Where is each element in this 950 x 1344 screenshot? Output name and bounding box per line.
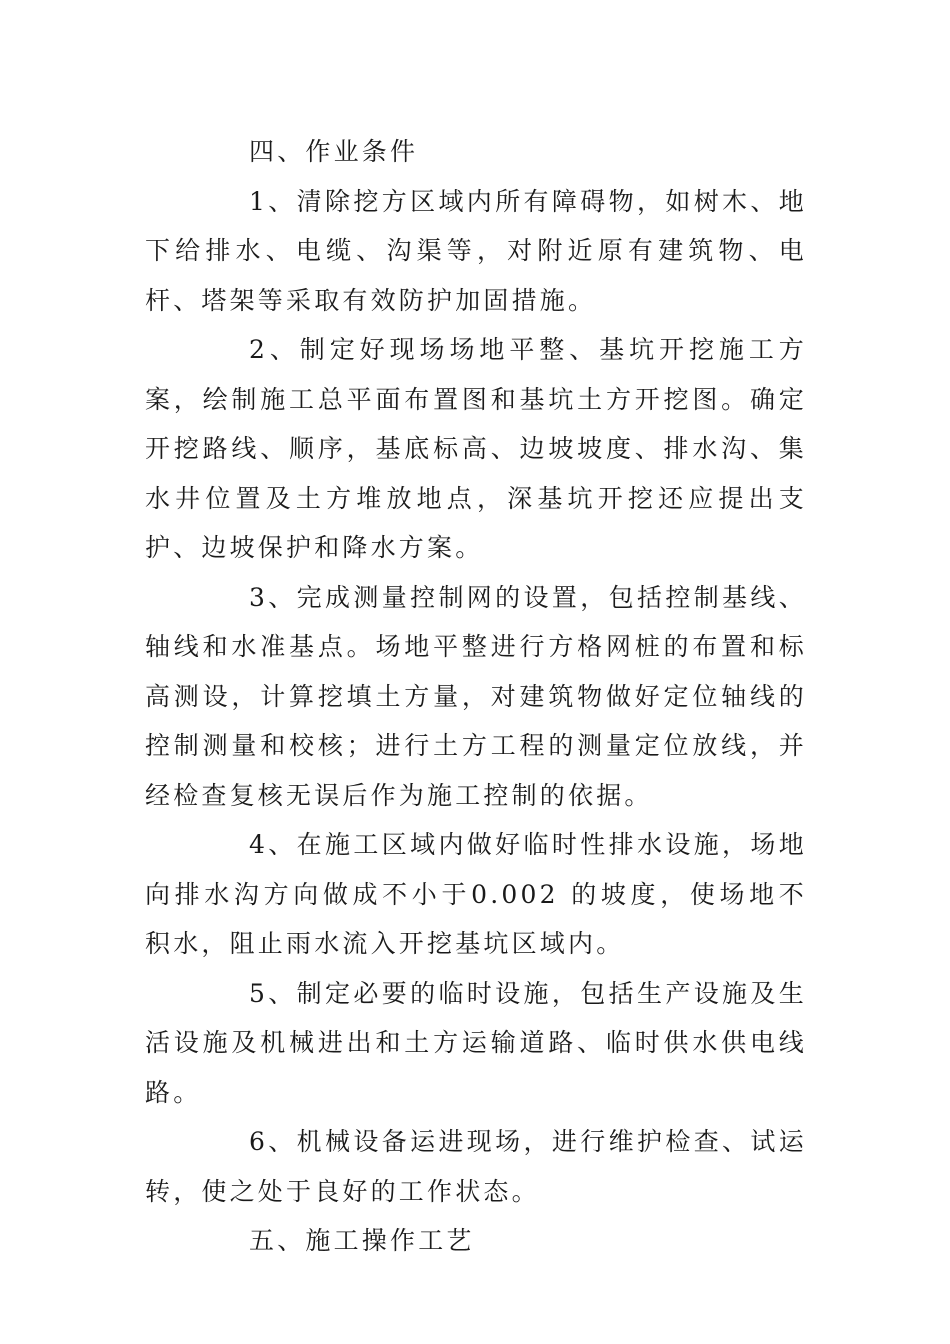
paragraph-2: 2、制定好现场场地平整、基坑开挖施工方案，绘制施工总平面布置图和基坑土方开挖图。确定开挖路线、顺序，基底标高、边坡坡度、排水沟、集水井位置及土方堆放地点，深基坑开挖还应提出支护、边坡保护和降水方案。 bbox=[145, 335, 807, 562]
paragraph-3: 3、完成测量控制网的设置，包括控制基线、轴线和水准基点。场地平整进行方格网桩的布置和标高测设，计算挖填土方量，对建筑物做好定位轴线的控制测量和校核；进行土方工程的测量定位放线，并经检查复核无误后作为施工控制的依据。 bbox=[145, 582, 807, 810]
section-heading-work-conditions: 四、作业条件 bbox=[249, 137, 419, 166]
document-body bbox=[145, 127, 807, 1266]
paragraph-5: 5、制定必要的临时设施，包括生产设施及生活设施及机械进出和土方运输道路、临时供水供电线路。 bbox=[145, 978, 807, 1107]
section-heading-construction-process: 五、施工操作工艺 bbox=[249, 1226, 475, 1255]
paragraph-1: 1、清除挖方区域内所有障碍物，如树木、地下给排水、电缆、沟渠等，对附近原有建筑物、电杆、塔架等采取有效防护加固措施。 bbox=[145, 186, 807, 315]
paragraph-4: 4、在施工区域内做好临时性排水设施，场地向排水沟方向做成不小于0.002 的坡度，使场地不积水，阻止雨水流入开挖基坑区域内。 bbox=[145, 830, 807, 958]
paragraph-6: 6、机械设备运进现场，进行维护检查、试运转，使之处于良好的工作状态。 bbox=[145, 1127, 807, 1206]
